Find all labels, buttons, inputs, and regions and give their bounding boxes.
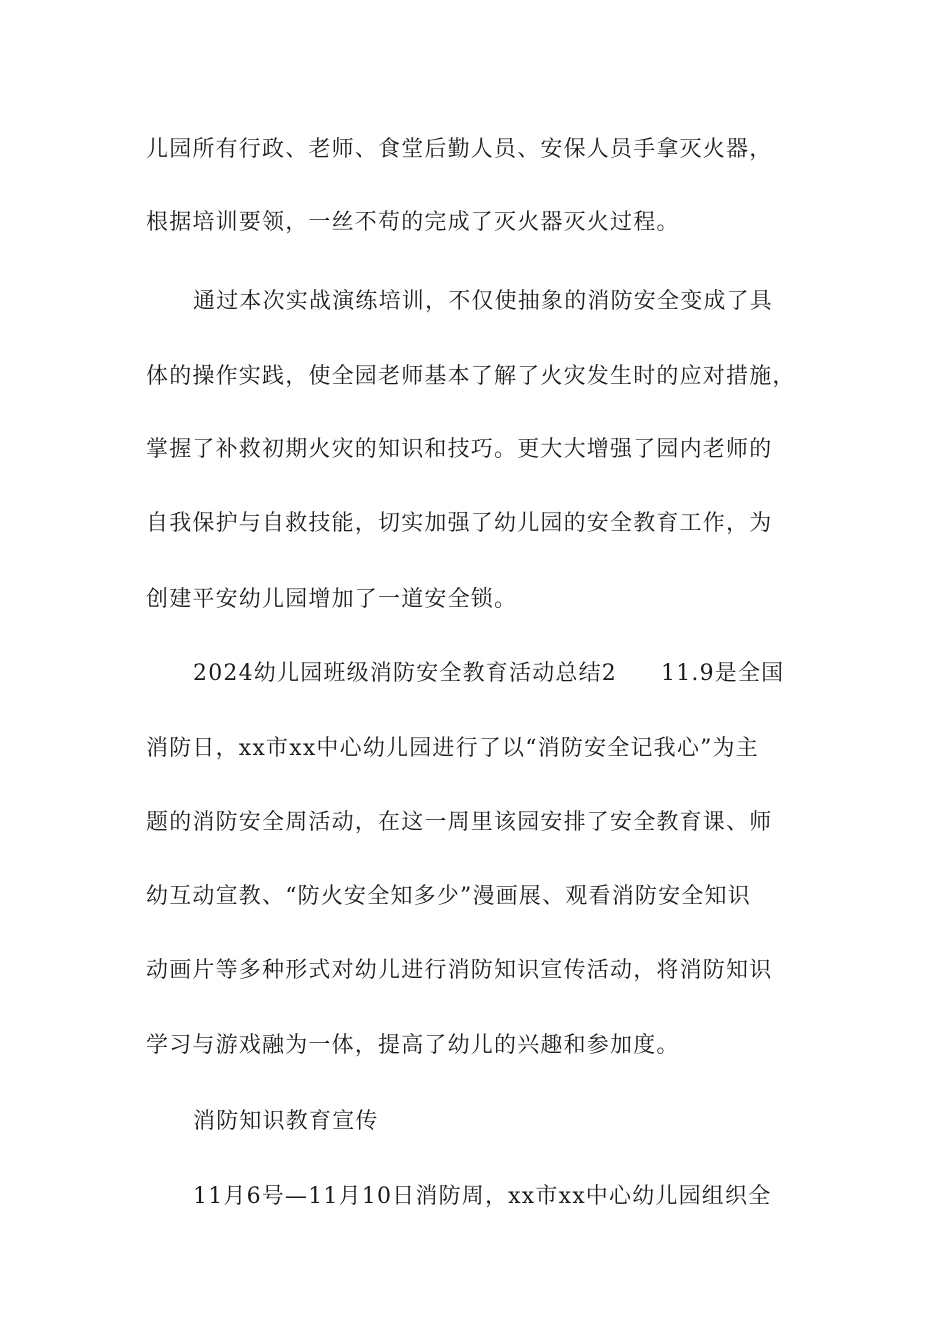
paragraph-start-line: 11月6号—11月10日消防周，xx市xx中心幼儿园组织全 — [193, 1184, 772, 1209]
text-line: 掌握了补救初期火灾的知识和技巧。更大大增强了园内老师的 — [146, 437, 773, 462]
text-line: 消防日，xx市xx中心幼儿园进行了以“消防安全记我心”为主 — [146, 736, 759, 761]
section-lead-text: 11.9是全国 — [661, 661, 785, 686]
text-line: 题的消防安全周活动，在这一周里该园安排了安全教育课、师 — [146, 810, 773, 835]
text-line: 儿园所有行政、老师、食堂后勤人员、安保人员手拿灭火器， — [146, 137, 773, 162]
paragraph-start-line: 通过本次实战演练培训，不仅使抽象的消防安全变成了具 — [193, 289, 774, 314]
text-line: 动画片等多种形式对幼儿进行消防知识宣传活动，将消防知识 — [146, 958, 773, 983]
text-line: 学习与游戏融为一体，提高了幼儿的兴趣和参加度。 — [146, 1033, 680, 1058]
section-title: 2024幼儿园班级消防安全教育活动总结2 — [193, 661, 617, 686]
subheading-line: 消防知识教育宣传 — [193, 1109, 379, 1134]
section-heading-line — [193, 659, 873, 689]
text-line: 体的操作实践，使全园老师基本了解了火灾发生时的应对措施， — [146, 364, 796, 389]
text-line: 自我保护与自救技能，切实加强了幼儿园的安全教育工作，为 — [146, 511, 773, 536]
text-line: 幼互动宣教、“防火安全知多少”漫画展、观看消防安全知识 — [146, 884, 751, 909]
text-line: 根据培训要领，一丝不苟的完成了灭火器灭火过程。 — [146, 210, 680, 235]
text-line: 创建平安幼儿园增加了一道安全锁。 — [146, 587, 518, 612]
